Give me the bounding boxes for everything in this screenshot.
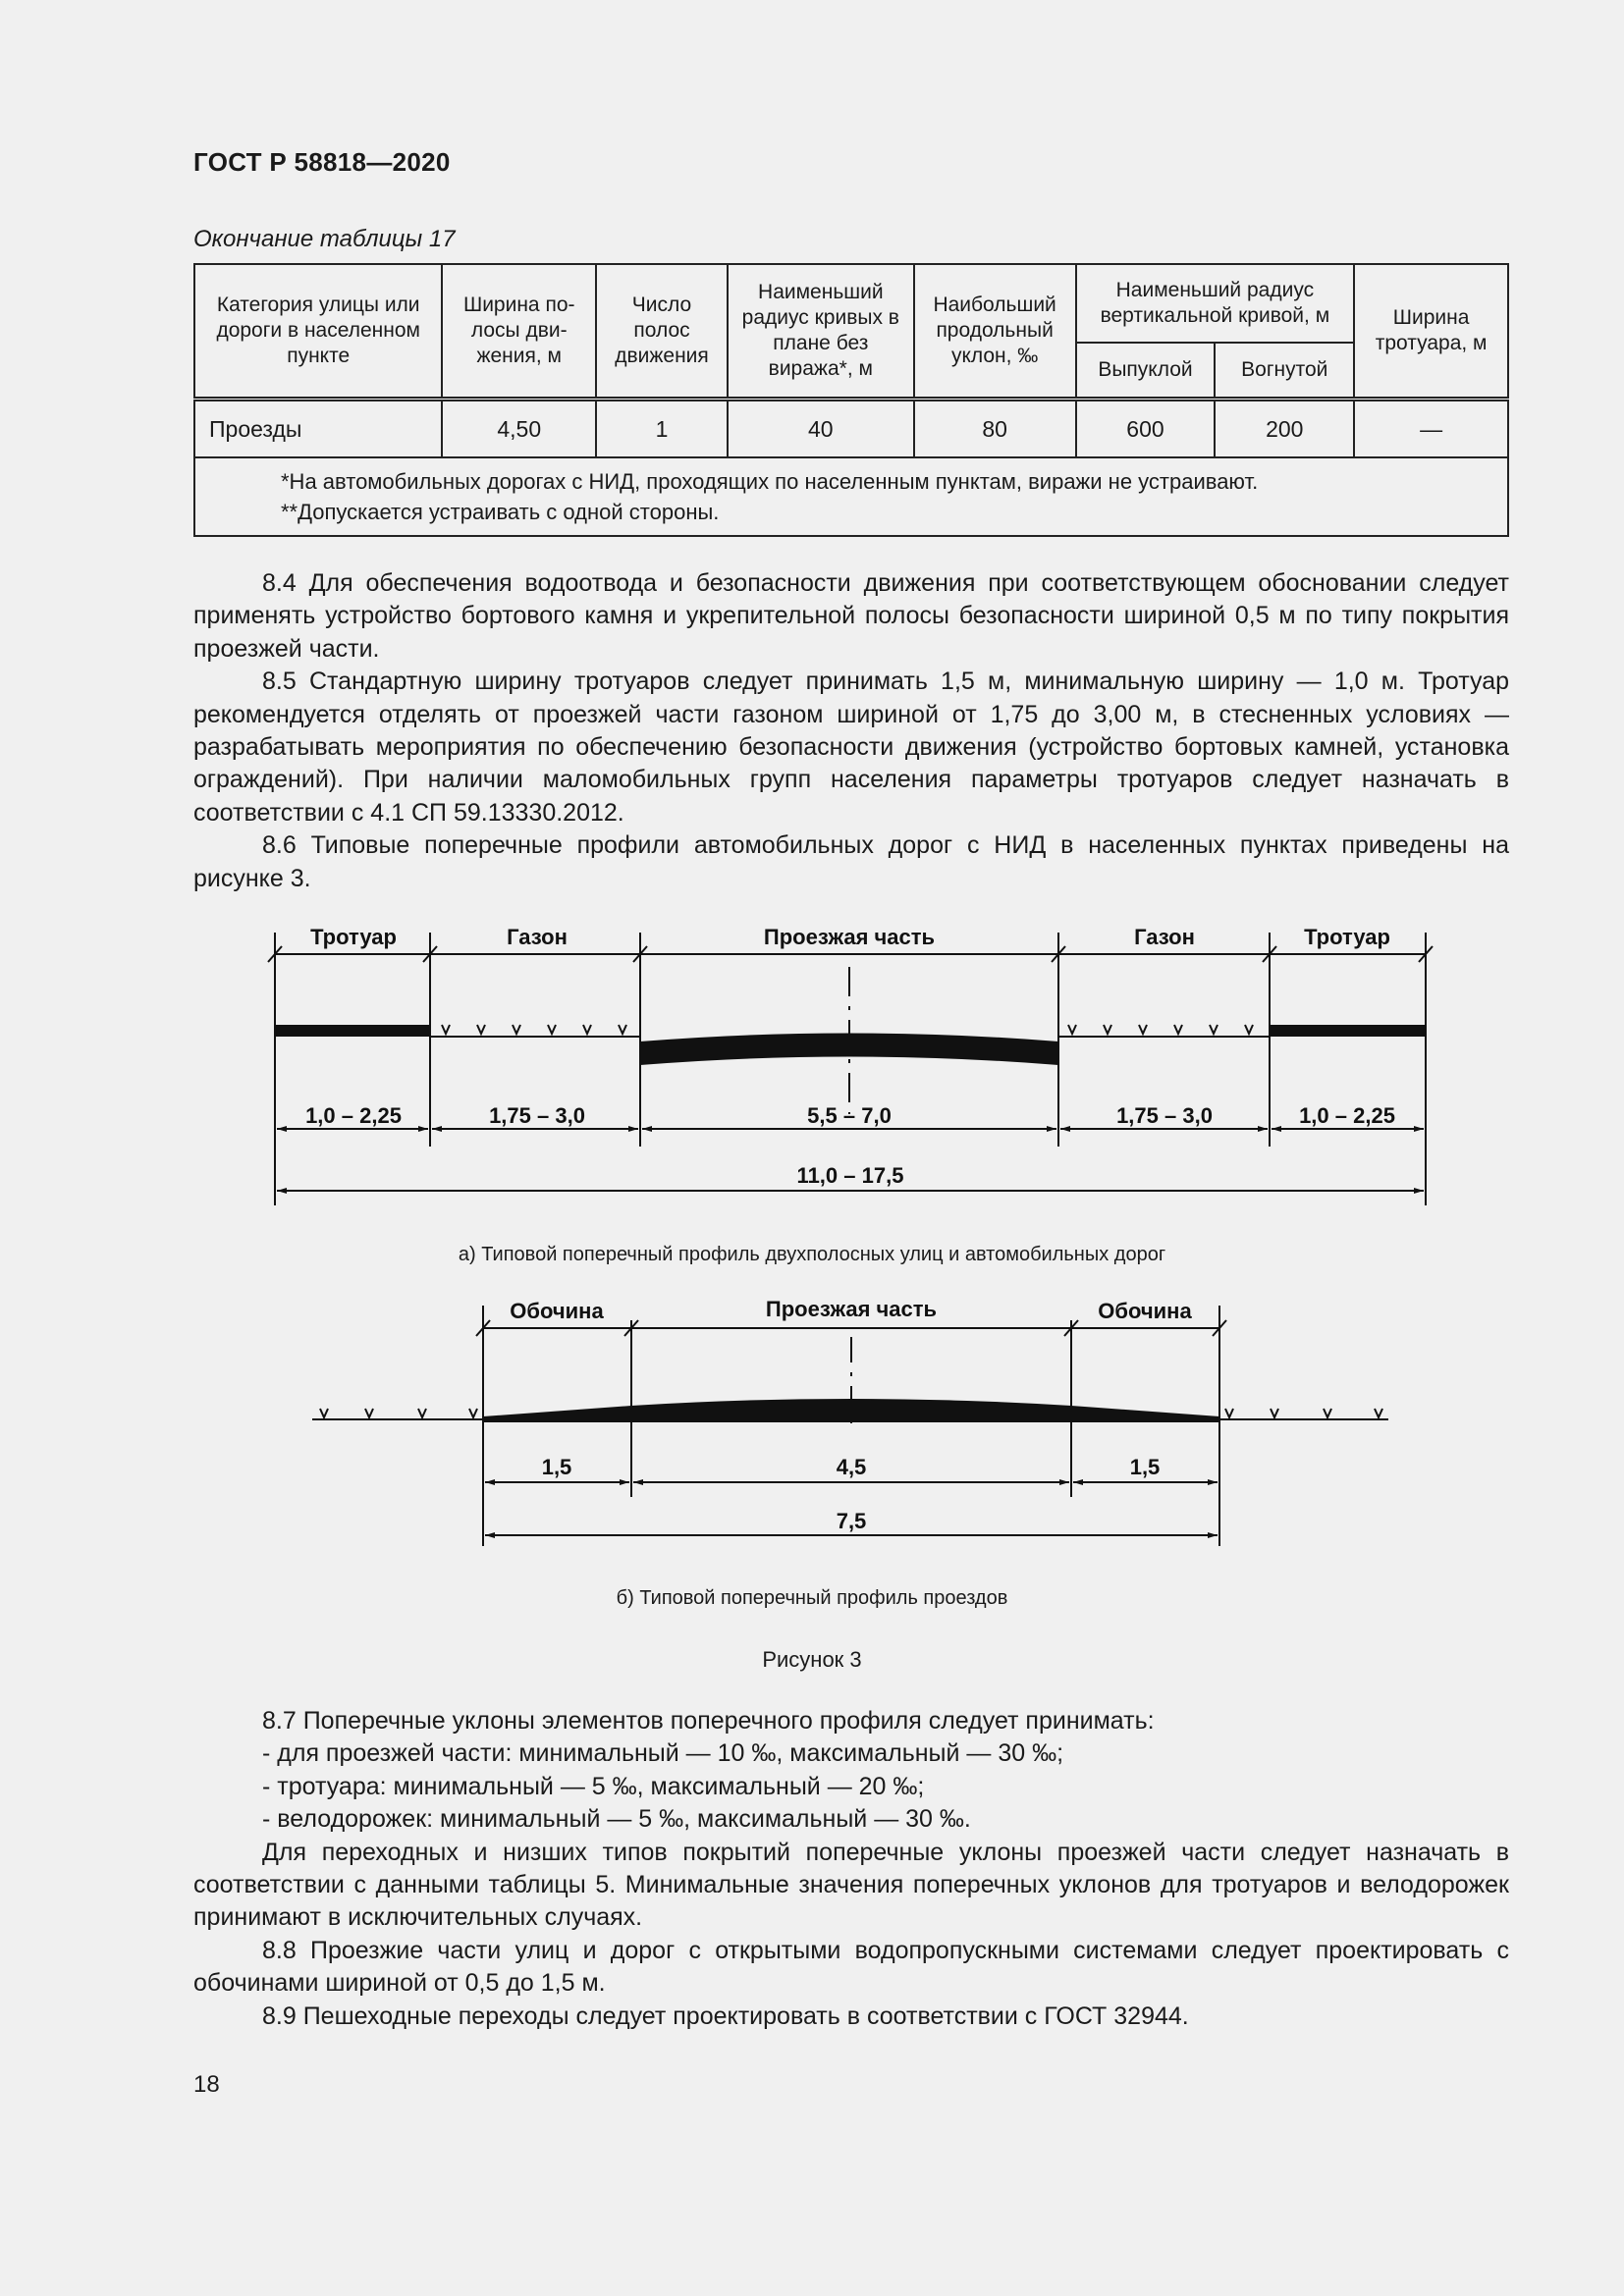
header-concave: Вогнутой <box>1215 343 1354 400</box>
dim-total-b: 7,5 <box>836 1509 867 1533</box>
label-sidewalk-left: Тротуар <box>310 925 397 949</box>
header-max-slope: Наибольший продольный уклон, ‰ <box>914 264 1076 400</box>
table-17 <box>193 263 1509 537</box>
label-carriageway-b: Проезжая часть <box>765 1297 938 1321</box>
figure-b-profile <box>0 1286 1624 1561</box>
figure-a-profile <box>0 913 1624 1207</box>
header-vertical-radius: Наименьший радиус вертикальной кривой, м <box>1076 264 1355 343</box>
figure-a-caption: а) Типовой поперечный профиль двухполосных улиц и автомобильных дорог <box>458 1244 1166 1265</box>
header-lanes: Число полос движения <box>596 264 728 400</box>
cell-concave: 200 <box>1215 400 1354 458</box>
document-header: ГОСТ Р 58818—2020 <box>193 147 451 177</box>
table-notes <box>194 457 1508 536</box>
dim-lawn-right: 1,75 – 3,0 <box>1116 1103 1213 1128</box>
figure-b-caption: б) Типовой поперечный профиль проездов <box>616 1587 1008 1609</box>
cell-min-radius: 40 <box>728 400 914 458</box>
dim-sidewalk-right: 1,0 – 2,25 <box>1299 1103 1395 1128</box>
dim-shoulder-right: 1,5 <box>1129 1455 1161 1479</box>
label-shoulder-left: Обочина <box>510 1299 604 1323</box>
cell-sidewalk: — <box>1354 400 1508 458</box>
dim-lawn-left: 1,75 – 3,0 <box>489 1103 585 1128</box>
header-min-radius: Наименьший радиус кривых в плане без виража*, м <box>728 264 914 400</box>
list-item: - велодорожек: минимальный — 5 ‰, максимальный — 30 ‰. <box>262 1805 971 1834</box>
page-number: 18 <box>193 2071 220 2098</box>
label-lawn-left: Газон <box>507 925 568 949</box>
label-shoulder-right: Обочина <box>1098 1299 1192 1323</box>
body-text-2 <box>193 1705 1509 2033</box>
dim-carriageway: 5,5 – 7,0 <box>807 1103 892 1128</box>
table-note: **Допускается устраивать с одной стороны. <box>281 500 720 524</box>
header-convex: Выпуклой <box>1076 343 1216 400</box>
paragraph-8-8: 8.8 Проезжие части улиц и дорог с открытыми водопропускными системами следует проектировать с обочинами шириной от 0,5 до 1,5 м. <box>193 1936 1509 1998</box>
header-category: Категория улицы или дороги в населенном пункте <box>194 264 442 400</box>
cell-convex: 600 <box>1076 400 1216 458</box>
header-sidewalk: Ширина тротуара, м <box>1354 264 1508 400</box>
dim-shoulder-left: 1,5 <box>541 1455 572 1479</box>
label-sidewalk-right: Тротуар <box>1304 925 1390 949</box>
paragraph-8-4: 8.4 Для обеспечения водоотвода и безопасности движения при соответствующем обосновании следует применять устройство бортового камня и укрепительной полосы безопасности шириной 0,5 м по типу покрытия проезжей части. <box>193 569 1509 663</box>
table-row <box>194 400 1508 458</box>
table-caption: Окончание таблицы 17 <box>193 226 456 252</box>
cell-lanes: 1 <box>596 400 728 458</box>
paragraph-8-7: 8.7 Поперечные уклоны элементов поперечного профиля следует принимать: <box>262 1707 1155 1735</box>
paragraph-8-9: 8.9 Пешеходные переходы следует проектировать в соответствии с ГОСТ 32944. <box>262 2002 1189 2030</box>
cell-lane-width: 4,50 <box>442 400 596 458</box>
cell-category: Проезды <box>194 400 442 458</box>
list-item: - тротуара: минимальный — 5 ‰, максимальный — 20 ‰; <box>262 1772 925 1800</box>
figure-title: Рисунок 3 <box>762 1647 862 1672</box>
paragraph-8-5: 8.5 Стандартную ширину тротуаров следует принимать 1,5 м, минимальную ширину — 1,0 м. Тротуар рекомендуется отделять от проезжей части газоном шириной от 1,75 до 3,00 м, в стесненных условиях — разрабатывать мероприятия по обеспечению безопасности движения (устройство бортовых камней, установка ограждений). При наличии маломобильных групп населения параметры тротуаров следует назначать в соответствии с 4.1 СП 59.13330.2012. <box>193 667 1509 827</box>
header-lane-width: Ширина по-лосы дви-жения, м <box>442 264 596 400</box>
label-carriageway: Проезжая часть <box>763 925 936 949</box>
dim-sidewalk-left: 1,0 – 2,25 <box>305 1103 402 1128</box>
list-item: - для проезжей части: минимальный — 10 ‰, максимальный — 30 ‰; <box>262 1739 1064 1768</box>
label-lawn-right: Газон <box>1134 925 1195 949</box>
dim-total: 11,0 – 17,5 <box>796 1163 904 1188</box>
paragraph-8-6: 8.6 Типовые поперечные профили автомобильных дорог с НИД в населенных пунктах приведены на рисунке 3. <box>193 831 1509 892</box>
cell-max-slope: 80 <box>914 400 1076 458</box>
table-note: *На автомобильных дорогах с НИД, проходящих по населенным пунктам, виражи не устраивают. <box>281 469 1259 494</box>
paragraph-transitional: Для переходных и низших типов покрытий поперечные уклоны проезжей части следует назначать в соответствии с данными таблицы 5. Минимальные значения поперечных уклонов для тротуаров и велодорожек принимают в исключительных случаях. <box>193 1838 1509 1932</box>
dim-carriageway-b: 4,5 <box>836 1455 867 1479</box>
body-text-1 <box>193 567 1509 895</box>
